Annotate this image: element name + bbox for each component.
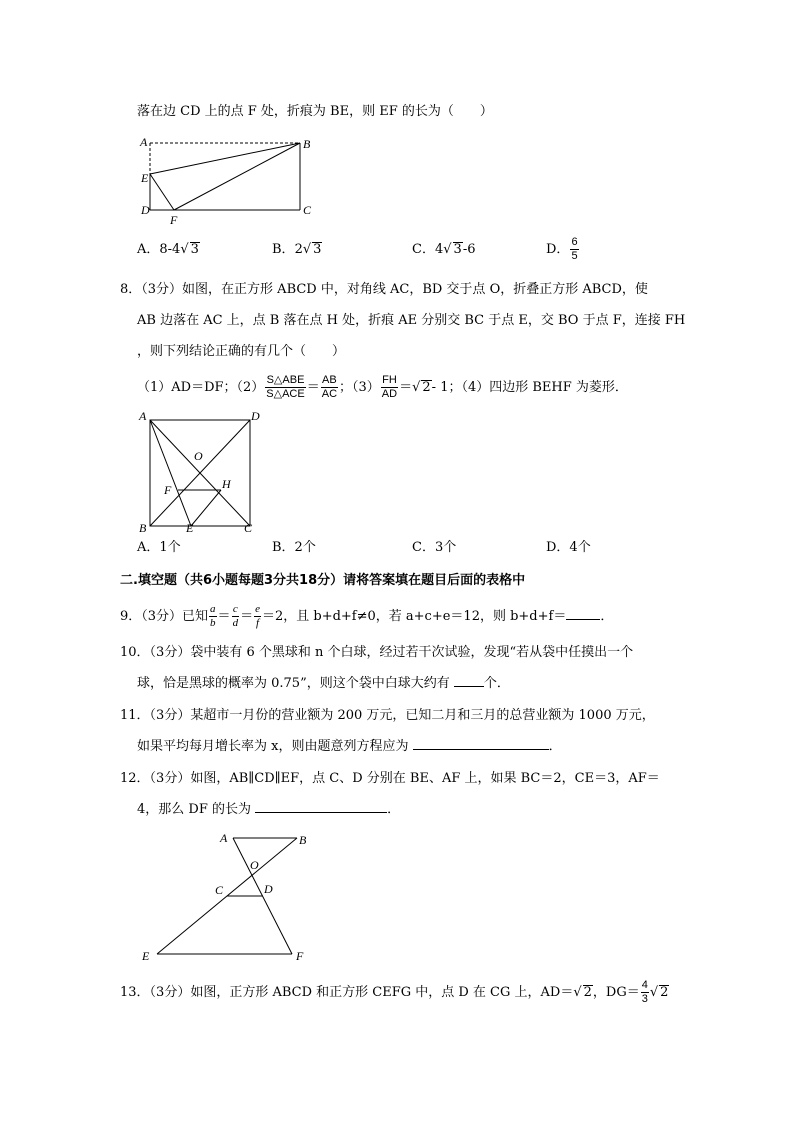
q11-line1: 11．（3分）某超市一月份的营业额为 200 万元，已知二月和三月的总营业额为 1000 万元， — [120, 708, 655, 723]
q7-label-B: B — [303, 137, 311, 151]
q7-continuation: 落在边 CD 上的点 F 处，折痕为 BE，则 EF 的长为（ ） — [137, 104, 493, 119]
q8-label-F: F — [164, 483, 172, 497]
section-heading: 二.填空题（共6小题每题3分共18分）请将答案填在题目后面的表格中 — [120, 573, 526, 588]
q12-label-B: B — [299, 833, 307, 847]
q8-line1: 8．（3分）如图，在正方形 ABCD 中，对角线 AC，BD 交于点 O，折叠正方形 ABCD，使 — [120, 282, 648, 297]
q10-answer-blank[interactable] — [454, 674, 484, 687]
q8-line2: AB 边落在 AC 上，点 B 落在点 H 处，折痕 AE 分别交 BC 于点 E，交 BO 于点 F，连接 FH — [137, 313, 686, 328]
q8-label-C: C — [244, 521, 253, 535]
q8-label-D: D — [251, 409, 260, 423]
q10-line2: 球，恰是黑球的概率为 0.75”，则这个袋中白球大约有 个． — [137, 676, 510, 691]
q8-conclusions: （1）AD＝DF；（2） $\frac{\text{S△ABE}}{\text{S△ACE}}$ ＝ $\frac{AB}{AC}$ ；（3） $\frac{FH}{AD}$ ＝√ 2- 1；（4）四边形 BEHF 为菱形． — [137, 374, 628, 400]
q11-line2: 如果平均每月增长率为 x，则由题意列方程应为 ． — [137, 739, 562, 754]
q9-answer-blank[interactable] — [566, 607, 600, 620]
q8-label-B: B — [139, 521, 147, 535]
q7-label-F: F — [170, 213, 178, 227]
q8-figure — [138, 408, 268, 536]
q7-label-A: A — [140, 135, 148, 149]
q12-label-F: F — [296, 949, 304, 963]
q10-line1: 10．（3分）袋中装有 6 个黑球和 n 个白球，经过若干次试验，发现“若从袋中任摸出一个 — [120, 645, 634, 660]
q8-option-b[interactable]: B．2个 — [272, 540, 316, 555]
q8-option-d[interactable]: D．4个 — [546, 540, 591, 555]
q8-label-O: O — [194, 449, 203, 463]
q12-label-A: A — [220, 831, 228, 845]
q7-label-D: D — [141, 203, 150, 217]
q12-label-E: E — [142, 949, 150, 963]
q13: 13．（3分）如图，正方形 ABCD 和正方形 CEFG 中，点 D 在 CG 上，AD＝√ 2，DG＝ $\frac{4}{3}$ √ 2 — [120, 979, 669, 1005]
q11-answer-blank[interactable] — [413, 737, 549, 750]
q12-label-O: O — [250, 858, 259, 872]
q8-label-A: A — [139, 409, 147, 423]
q12-line1: 12．（3分）如图，AB∥CD∥EF，点 C、D 分别在 BE、AF 上，如果 BC＝2，CE＝3，AF＝ — [120, 771, 660, 786]
q7-label-C: C — [303, 203, 312, 217]
q7-option-d[interactable]: D． $\frac{6}{5}$ — [546, 236, 578, 262]
q7-figure — [140, 134, 320, 229]
q7-option-a[interactable]: A．8-4√ 3 — [137, 242, 199, 257]
q7-label-E: E — [141, 171, 149, 185]
q12-figure — [140, 830, 320, 965]
q9: 9．（3分）已知 $\frac{a}{b}$ ＝ $\frac{c}{d}$ ＝ $\frac{e}{f}$ ＝2，且 b+d+f≠0，若 a+c+e＝12，则 b+d+f＝ ． — [120, 603, 614, 629]
q8-label-H: H — [222, 477, 231, 491]
q8-option-a[interactable]: A．1个 — [137, 540, 181, 555]
q7-option-c[interactable]: C．4√ 3-6 — [412, 242, 476, 257]
q12-label-C: C — [215, 883, 224, 897]
q12-answer-blank[interactable] — [255, 800, 387, 813]
q12-line2: 4，那么 DF 的长为 ． — [137, 802, 401, 817]
q8-option-c[interactable]: C．3个 — [412, 540, 457, 555]
q8-label-E: E — [186, 521, 194, 535]
q12-label-D: D — [264, 882, 273, 896]
q8-line3: ，则下列结论正确的有几个（ ） — [137, 344, 346, 359]
q7-option-b[interactable]: B．2√ 3 — [272, 242, 322, 257]
